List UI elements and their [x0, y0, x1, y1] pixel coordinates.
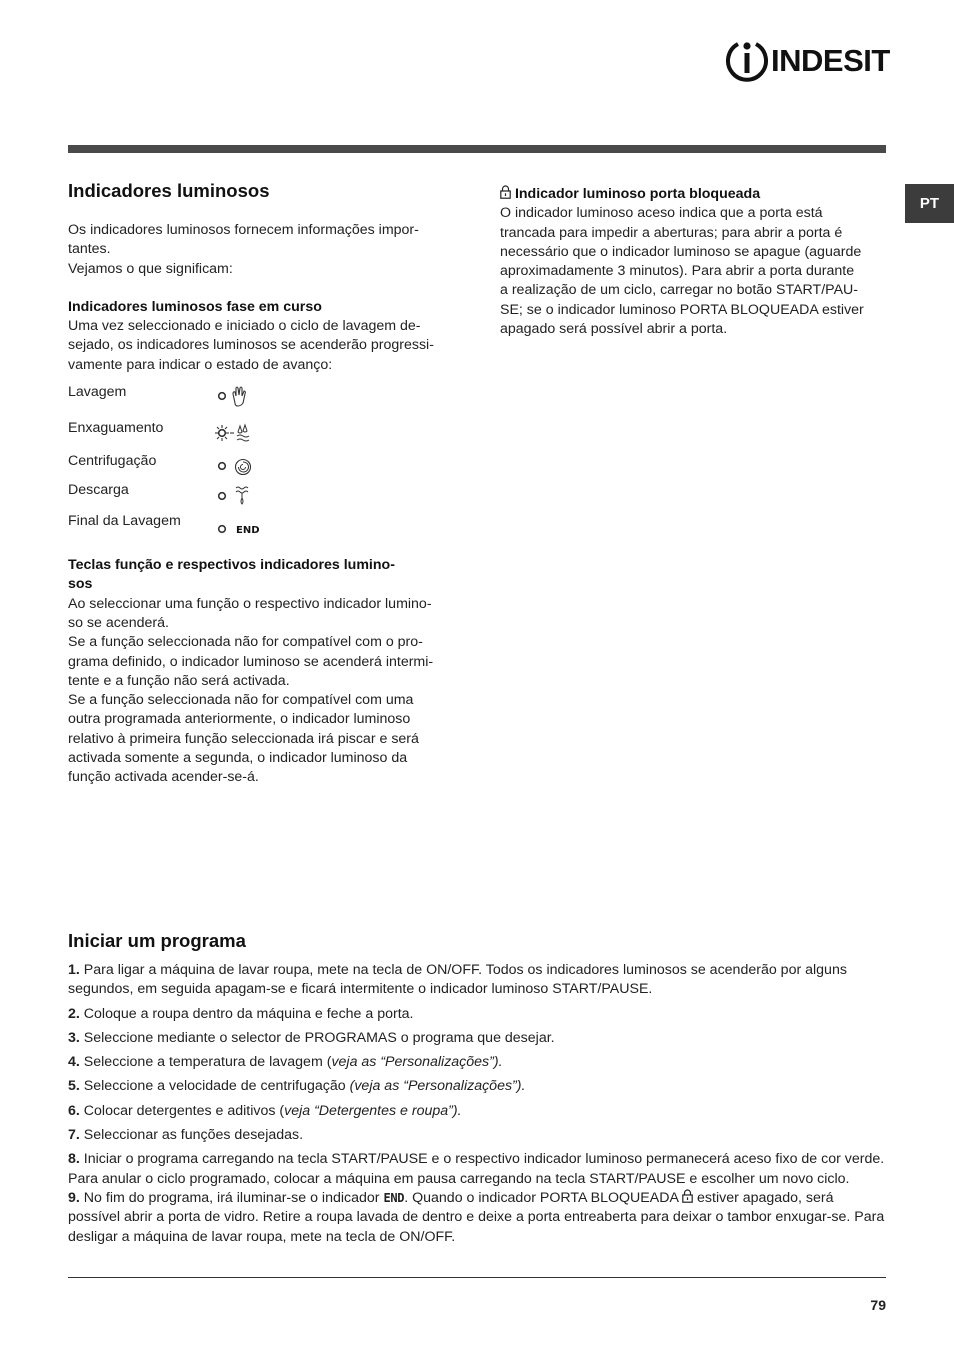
step-number: 5.: [68, 1078, 80, 1095]
indicators-section: [68, 178, 453, 788]
step-item: [68, 1077, 886, 1096]
door-lock-line: a realização de um ciclo, carregar no botão START/PAU-: [500, 282, 858, 299]
indicator-label: Final da Lavagem: [68, 513, 181, 530]
phase-heading: Indicadores luminosos fase em curso: [68, 298, 322, 315]
keys-line: relativo à primeira função seleccionada irá piscar e será: [68, 730, 419, 747]
step-text: Seleccionar as funções desejadas.: [83, 1127, 304, 1144]
step-text: No fim do programa, irá iluminar-se o indicador: [83, 1189, 384, 1206]
step-item: [68, 1150, 886, 1189]
intro-line-1: Os indicadores luminosos fornecem informações impor-: [68, 222, 419, 238]
keys-line: grama definido, o indicador luminoso se acenderá intermi-: [68, 653, 434, 670]
footer-rule: [68, 1277, 886, 1278]
step-reference: veja as “Personalizações”).: [331, 1054, 503, 1071]
step-number: 1.: [68, 962, 80, 978]
door-lock-line: apagado será possível abrir a porta.: [500, 321, 728, 338]
phase-text-2: sejado, os indicadores luminosos se acenderão progressi-: [68, 337, 434, 354]
door-lock-line: necessário que o indicador luminoso se apague (aguarde: [500, 243, 862, 260]
intro-line-2: tantes.: [68, 241, 111, 258]
indesit-logo: [724, 38, 888, 84]
step-number: 8.: [68, 1151, 80, 1168]
indicator-row: [68, 452, 453, 481]
page-number: 79: [870, 1297, 886, 1313]
step-number: 6.: [68, 1102, 80, 1119]
keys-heading-2: sos: [68, 576, 93, 593]
language-tab: PT: [905, 184, 954, 223]
header-rule: [68, 145, 886, 153]
step-number: 4.: [68, 1054, 80, 1071]
indicator-row: [68, 512, 453, 542]
indicator-label: Enxaguamento: [68, 420, 164, 437]
phase-text-1: Uma vez seleccionado e iniciado o ciclo de lavagem de-: [68, 318, 421, 335]
phase-text-3: vamente para indicar o estado de avanço:: [68, 356, 333, 373]
padlock-icon: [500, 185, 511, 199]
indicator-row: [68, 383, 453, 419]
step-text: Seleccione a velocidade de centrifugação: [83, 1078, 350, 1095]
step-number: 9.: [68, 1189, 80, 1206]
indesit-logo-mark: [724, 38, 770, 84]
indesit-wordmark: INDESIT: [771, 43, 890, 78]
step-text: estiver apagado, será possível abrir a porta de vidro. Retire a roupa lavada de dentro e deixe a porta entreaberta para deixar o tambor enxugar-se. Para desligar a máquina de lavar roupa, mete na tecla de ON/OFF.: [68, 1189, 885, 1245]
indicator-label: Descarga: [68, 482, 129, 499]
keys-line: outra programada anteriormente, o indicador luminoso: [68, 711, 411, 728]
step-text: Iniciar o programa carregando na tecla START/PAUSE e o respectivo indicador luminoso permanecerá aceso fixo de cor verde. Para anular o ciclo programado, colocar a máquina em pausa carregando na tecla START/PAUSE e escolher um novo ciclo.: [68, 1151, 885, 1187]
phase-indicator-list: [68, 383, 453, 542]
step-item: [68, 1126, 886, 1145]
step-item: [68, 1005, 886, 1024]
keys-line: activada somente a segunda, o indicador luminoso da: [68, 750, 408, 767]
step-number: 2.: [68, 1005, 80, 1022]
step-item: [68, 1102, 886, 1121]
door-lock-heading: Indicador luminoso porta bloqueada: [514, 186, 761, 202]
indicators-title: Indicadores luminosos: [68, 180, 270, 201]
keys-line: Se a função seleccionada não for compatível com uma: [68, 692, 414, 709]
indicator-row: [68, 481, 453, 512]
door-lock-line: aproximadamente 3 minutos). Para abrir a porta durante: [500, 263, 855, 280]
step-text: Coloque a roupa dentro da máquina e feche a porta.: [83, 1005, 414, 1022]
step-reference: (veja as “Personalizações”).: [349, 1078, 526, 1095]
indicator-label: Centrifugação: [68, 453, 157, 470]
end-indicator-text: END: [383, 1190, 405, 1205]
step-text: . Quando o indicador PORTA BLOQUEADA: [404, 1189, 683, 1206]
door-lock-line: SE; se o indicador luminoso PORTA BLOQUEADA estiver: [500, 301, 864, 318]
step-text: Seleccione mediante o selector de PROGRAMAS o programa que desejar.: [83, 1029, 555, 1046]
intro-line-3: Vejamos o que significam:: [68, 260, 233, 277]
step-item: [68, 1029, 886, 1048]
door-lock-line: O indicador luminoso aceso indica que a porta está: [500, 205, 823, 222]
step-number: 7.: [68, 1127, 80, 1144]
step-item: [68, 1053, 886, 1072]
wash-hand-icon: [214, 385, 262, 411]
spin-icon: [214, 454, 262, 480]
rinse-icon: [214, 421, 262, 447]
indicator-label: Lavagem: [68, 384, 127, 401]
step-text: Para ligar a máquina de lavar roupa, mete na tecla de ON/OFF. Todos os indicadores luminosos se acenderão por alguns segundos, em seguida apagam-se e ficará intermitente o indicador luminoso START/PAUSE.: [68, 962, 847, 998]
drain-icon: [214, 483, 262, 509]
step-number: 3.: [68, 1029, 80, 1046]
start-program-section: [68, 928, 886, 1252]
door-lock-section: [500, 185, 885, 339]
step-text: Colocar detergentes e aditivos (: [83, 1102, 285, 1119]
step-item: [68, 961, 886, 1000]
step-item: [68, 1189, 886, 1247]
indicator-row: [68, 419, 453, 452]
keys-line: so se acenderá.: [68, 614, 169, 631]
keys-line: Ao seleccionar uma função o respectivo indicador lumino-: [68, 595, 432, 612]
step-text: Seleccione a temperatura de lavagem (: [83, 1054, 332, 1071]
end-icon: [214, 514, 262, 540]
keys-line: Se a função seleccionada não for compatível com o pro-: [68, 634, 423, 651]
padlock-icon: [682, 1189, 693, 1203]
keys-line: função activada acender-se-á.: [68, 769, 259, 786]
door-lock-line: trancada para impedir a aberturas; para abrir a porta é: [500, 224, 843, 241]
keys-heading-1: Teclas função e respectivos indicadores lumino-: [68, 557, 395, 574]
start-program-title: Iniciar um programa: [68, 930, 246, 951]
door-lock-heading-line: [500, 185, 885, 204]
step-reference: veja “Detergentes e roupa”).: [284, 1102, 462, 1119]
keys-line: tente e a função não será activada.: [68, 672, 290, 689]
end-icon-text: END: [236, 525, 260, 537]
